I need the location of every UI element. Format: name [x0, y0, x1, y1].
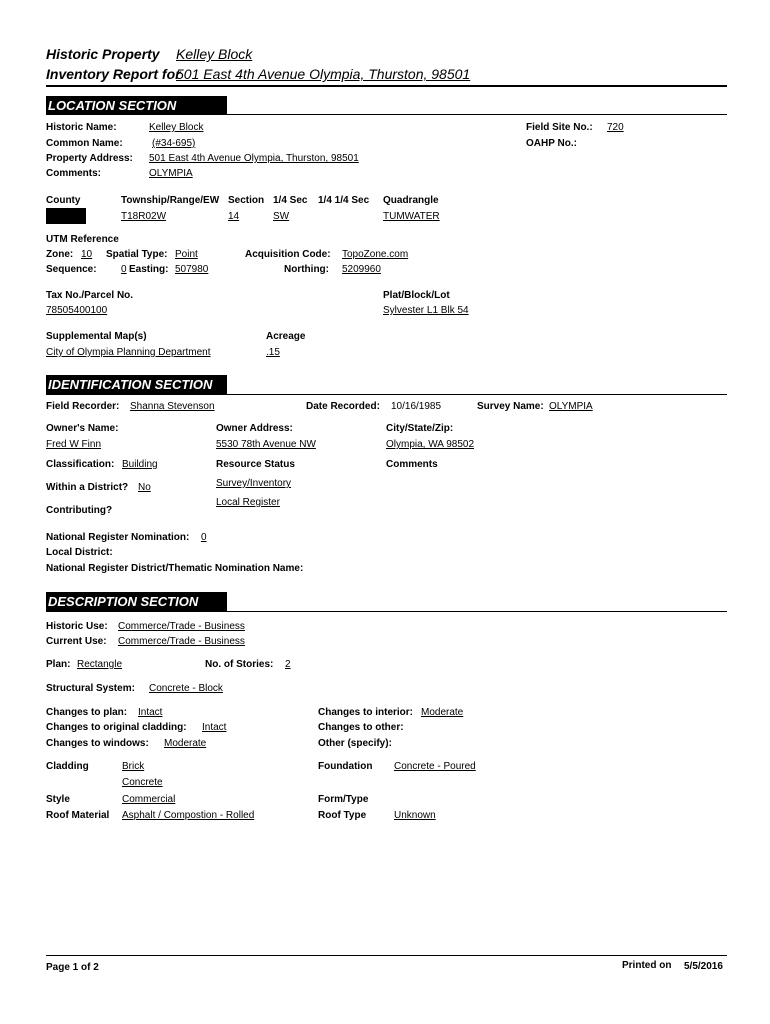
common-name-value: (#34-695): [152, 138, 196, 149]
utm-reference-label: UTM Reference: [46, 234, 119, 245]
field-site-value: 720: [607, 122, 624, 133]
owner-name-label: Owner's Name:: [46, 423, 119, 434]
historic-name-value: Kelley Block: [149, 122, 204, 133]
local-district-label: Local District:: [46, 547, 113, 558]
location-section-title: LOCATION SECTION: [46, 96, 227, 115]
changes-interior-label: Changes to interior:: [318, 707, 414, 718]
tax-parcel-label: Tax No./Parcel No.: [46, 290, 134, 301]
acquisition-code-value: TopoZone.com: [342, 249, 409, 260]
quarter-section-value: SW: [273, 211, 290, 222]
sequence-value: 0: [121, 264, 127, 275]
classification-value: Building: [122, 459, 158, 470]
description-rule: [46, 611, 727, 612]
id-comments-label: Comments: [386, 459, 438, 470]
sequence-label: Sequence:: [46, 264, 97, 275]
plat-block-lot-value: Sylvester L1 Blk 54: [383, 305, 469, 316]
structural-system-value: Concrete - Block: [149, 683, 223, 694]
nr-nomination-value: 0: [201, 532, 207, 543]
identification-section-title: IDENTIFICATION SECTION: [46, 375, 227, 394]
foundation-label: Foundation: [318, 761, 373, 772]
quarter-section-label: 1/4 Sec: [273, 195, 308, 206]
current-use-value: Commerce/Trade - Business: [118, 636, 245, 647]
changes-plan-value: Intact: [138, 707, 163, 718]
within-district-value: No: [138, 482, 151, 493]
easting-value: 507980: [175, 264, 209, 275]
header-rule: [46, 85, 727, 87]
oahp-label: OAHP No.:: [526, 138, 577, 149]
spatial-type-value: Point: [175, 249, 198, 260]
property-address-value: 501 East 4th Avenue Olympia, Thurston, 98501: [149, 153, 359, 164]
city-state-zip-value: Olympia, WA 98502: [386, 439, 475, 450]
footer-rule: [46, 955, 727, 956]
page-number: Page 1 of 2: [46, 962, 99, 973]
foundation-value: Concrete - Poured: [394, 761, 476, 772]
roof-type-value: Unknown: [394, 810, 436, 821]
comments-value: OLYMPIA: [149, 168, 193, 179]
easting-label: Easting:: [129, 264, 169, 275]
inventory-report-label: Inventory Report for: [46, 66, 181, 82]
inventory-report-value: 501 East 4th Avenue Olympia, Thurston, 98501: [176, 66, 471, 82]
township-range-label: Township/Range/EW: [121, 195, 220, 206]
date-recorded-value: 10/16/1985: [391, 401, 442, 412]
historic-property-label: Historic Property: [46, 46, 160, 62]
acquisition-code-label: Acquisition Code:: [245, 249, 331, 260]
acreage-label: Acreage: [266, 331, 306, 342]
cladding-label: Cladding: [46, 761, 89, 772]
stories-value: 2: [285, 659, 291, 670]
section-value: 14: [228, 211, 240, 222]
nr-district-label: National Register District/Thematic Nomination Name:: [46, 563, 304, 574]
survey-name-value: OLYMPIA: [549, 401, 593, 412]
field-recorder-value: Shanna Stevenson: [130, 401, 215, 412]
owner-address-value: 5530 78th Avenue NW: [216, 439, 316, 450]
changes-windows-label: Changes to windows:: [46, 738, 149, 749]
changes-cladding-label: Changes to original cladding:: [46, 722, 187, 733]
comments-label: Comments:: [46, 168, 102, 179]
contributing-label: Contributing?: [46, 505, 113, 516]
status-survey-inventory: Survey/Inventory: [216, 478, 292, 489]
owner-address-label: Owner Address:: [216, 423, 293, 434]
other-specify-label: Other (specify):: [318, 738, 392, 749]
roof-material-label: Roof Material: [46, 810, 110, 821]
supplemental-map-value: City of Olympia Planning Department: [46, 347, 211, 358]
date-recorded-label: Date Recorded:: [306, 401, 380, 412]
description-section-title: DESCRIPTION SECTION: [46, 592, 227, 611]
printed-on-label: Printed on: [622, 960, 672, 971]
current-use-label: Current Use:: [46, 636, 107, 647]
historic-property-value: Kelley Block: [176, 46, 253, 62]
county-label: County: [46, 195, 81, 206]
historic-name-label: Historic Name:: [46, 122, 117, 133]
plan-label: Plan:: [46, 659, 71, 670]
supplemental-map-label: Supplemental Map(s): [46, 331, 147, 342]
spatial-type-label: Spatial Type:: [106, 249, 168, 260]
survey-name-label: Survey Name:: [477, 401, 544, 412]
printed-on-date: 5/5/2016: [684, 961, 723, 972]
historic-use-label: Historic Use:: [46, 621, 108, 632]
field-recorder-label: Field Recorder:: [46, 401, 120, 412]
cladding-value-concrete: Concrete: [122, 777, 163, 788]
style-label: Style: [46, 794, 70, 805]
section-label: Section: [228, 195, 265, 206]
style-value: Commercial: [122, 794, 176, 805]
roof-material-value: Asphalt / Compostion - Rolled: [122, 810, 255, 821]
plan-value: Rectangle: [77, 659, 123, 670]
cladding-value-brick: Brick: [122, 761, 145, 772]
owner-name-value: Fred W Finn: [46, 439, 102, 450]
northing-label: Northing:: [284, 264, 329, 275]
changes-plan-label: Changes to plan:: [46, 707, 128, 718]
changes-windows-value: Moderate: [164, 738, 207, 749]
nr-nomination-label: National Register Nomination:: [46, 532, 190, 543]
zone-value: 10: [81, 249, 93, 260]
northing-value: 5209960: [342, 264, 381, 275]
structural-system-label: Structural System:: [46, 683, 135, 694]
plat-block-lot-label: Plat/Block/Lot: [383, 290, 450, 301]
stories-label: No. of Stories:: [205, 659, 274, 670]
identification-rule: [46, 394, 727, 395]
township-range-value: T18R02W: [121, 211, 167, 222]
resource-status-label: Resource Status: [216, 459, 295, 470]
form-type-label: Form/Type: [318, 794, 369, 805]
quadrangle-value: TUMWATER: [383, 211, 440, 222]
changes-other-label: Changes to other:: [318, 722, 404, 733]
changes-interior-value: Moderate: [421, 707, 464, 718]
status-local-register: Local Register: [216, 497, 280, 508]
county-redacted-block: [46, 208, 86, 224]
within-district-label: Within a District?: [46, 482, 129, 493]
classification-label: Classification:: [46, 459, 115, 470]
roof-type-label: Roof Type: [318, 810, 367, 821]
changes-cladding-value: Intact: [202, 722, 227, 733]
historic-use-value: Commerce/Trade - Business: [118, 621, 245, 632]
property-address-label: Property Address:: [46, 153, 133, 164]
acreage-value: .15: [266, 347, 280, 358]
field-site-label: Field Site No.:: [526, 122, 593, 133]
quarter-quarter-label: 1/4 1/4 Sec: [318, 195, 370, 206]
tax-parcel-value: 78505400100: [46, 305, 108, 316]
common-name-label: Common Name:: [46, 138, 123, 149]
zone-label: Zone:: [46, 249, 74, 260]
quadrangle-label: Quadrangle: [383, 195, 439, 206]
city-state-zip-label: City/State/Zip:: [386, 423, 454, 434]
